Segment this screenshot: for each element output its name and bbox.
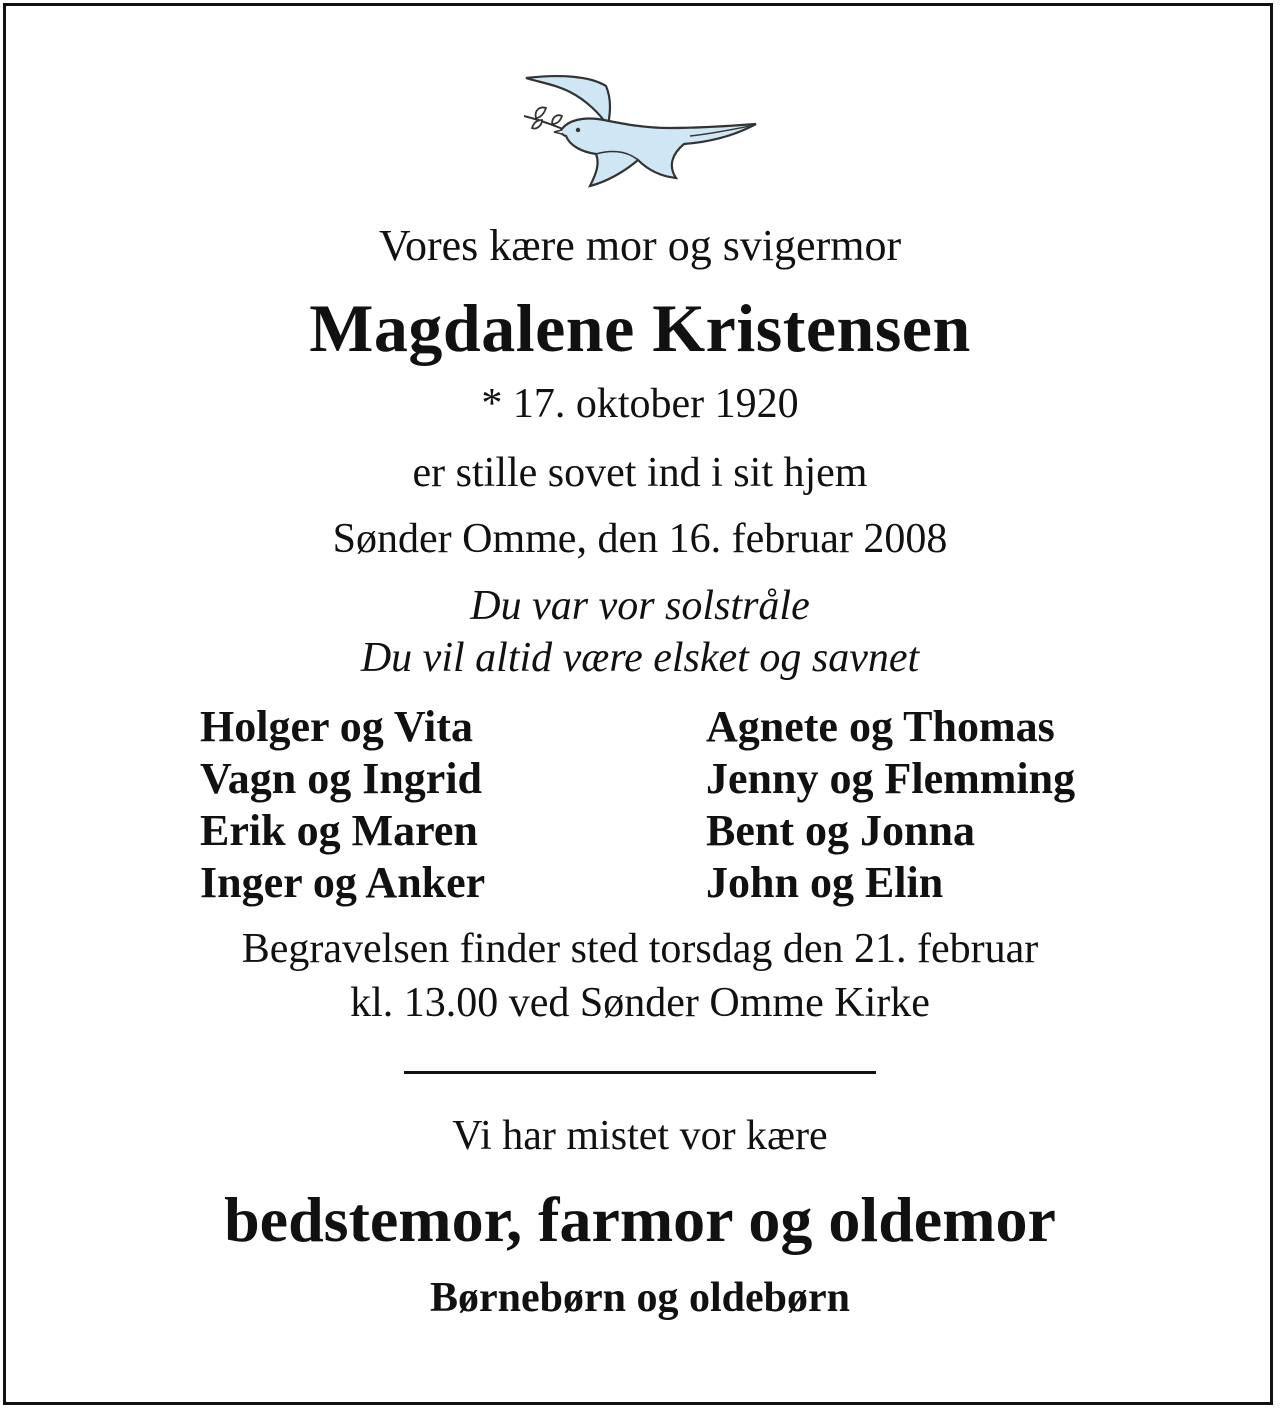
- intro-text: Vores kære mor og svigermor: [378, 221, 902, 270]
- funeral-info: Begravelsen finder sted torsdag den 21. februar: [241, 926, 1039, 972]
- signer-name: Inger og Anker: [200, 858, 486, 907]
- divider-line: [404, 1071, 876, 1074]
- deceased-name: Magdalene Kristensen: [309, 290, 971, 366]
- signer-name: Agnete og Thomas: [706, 702, 1055, 751]
- signer-name: Jenny og Flemming: [706, 754, 1076, 803]
- verse-line: Du vil altid være elsket og savnet: [360, 635, 920, 681]
- second-title: bedstemor, farmor og oldemor: [224, 1184, 1056, 1255]
- verse-line: Du var vor solstråle: [470, 583, 810, 629]
- second-intro-text: Vi har mistet vor kære: [452, 1113, 828, 1159]
- signer-name: Bent og Jonna: [706, 806, 975, 855]
- dove-icon: [520, 70, 760, 188]
- signer-name: Vagn og Ingrid: [200, 754, 483, 803]
- funeral-info: kl. 13.00 ved Sønder Omme Kirke: [350, 980, 930, 1026]
- passing-text: er stille sovet ind i sit hjem: [412, 450, 868, 496]
- second-signers: Børnebørn og oldebørn: [429, 1275, 851, 1321]
- place-and-date: Sønder Omme, den 16. februar 2008: [332, 516, 948, 562]
- signer-name: John og Elin: [706, 858, 944, 907]
- signer-name: Erik og Maren: [200, 806, 478, 855]
- signer-name: Holger og Vita: [200, 702, 473, 751]
- birth-date: * 17. oktober 1920: [481, 381, 799, 427]
